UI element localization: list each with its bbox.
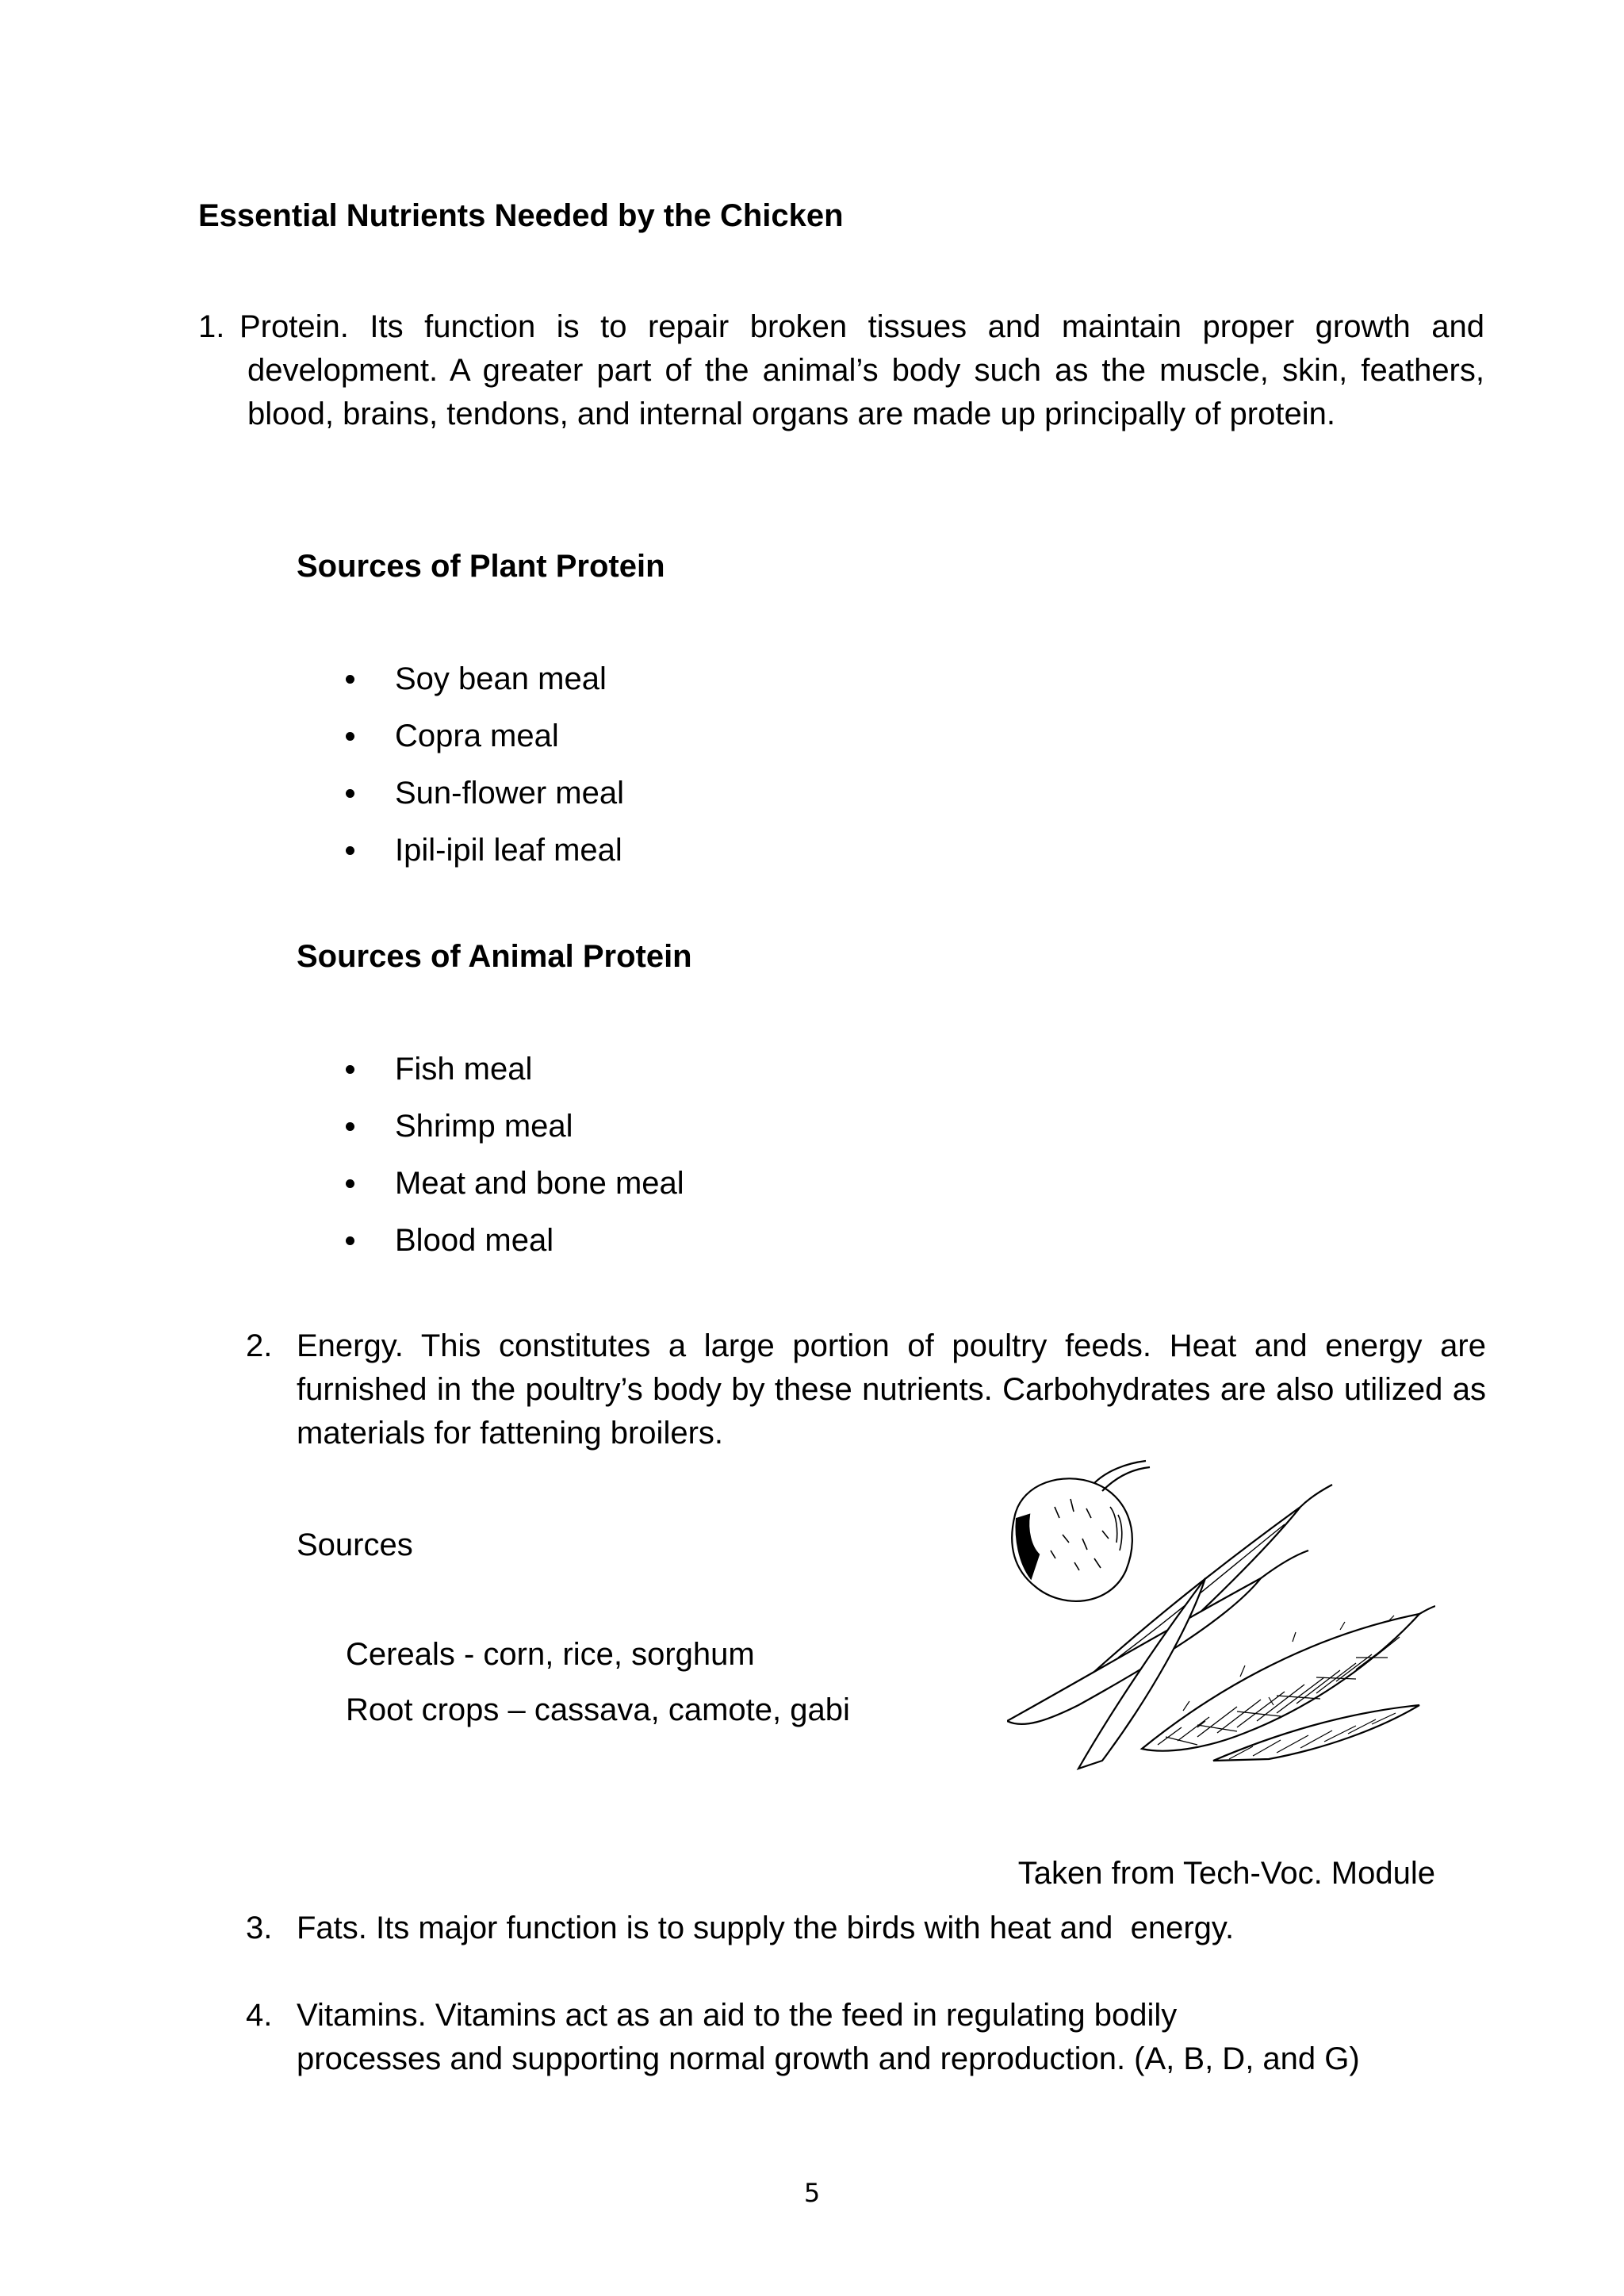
bullet-icon	[346, 846, 354, 855]
list-item: Copra meal	[297, 715, 624, 772]
page-number: 5	[803, 2178, 821, 2208]
bullet-icon	[346, 1179, 354, 1188]
bullet-icon	[346, 1236, 354, 1245]
list-item: Blood meal	[297, 1220, 684, 1277]
list-item: Fish meal	[297, 1048, 684, 1106]
figure-credit: Taken from Tech-Voc. Module	[1017, 1856, 1435, 1891]
list-item: Shrimp meal	[297, 1106, 684, 1163]
animal-protein-heading: Sources of Animal Protein	[297, 939, 692, 974]
list-item: Soy bean meal	[297, 658, 624, 715]
item-number: 3.	[246, 1911, 273, 1945]
protein-paragraph	[198, 305, 1484, 436]
vitamins-text-line1: Vitamins. Vitamins act as an aid to the feed in regulating bodily	[297, 1998, 1178, 2033]
root-crops-drawing	[1007, 1461, 1435, 1769]
plant-protein-list	[297, 658, 624, 887]
fats-paragraph	[246, 1907, 1435, 1949]
list-item: Meat and bone meal	[297, 1163, 684, 1220]
bullet-icon	[346, 1122, 354, 1131]
energy-text: Energy. This constitutes a large portion of poultry feeds. Heat and energy are furnished in the poultry’s body by these nutrients. Carbohydrates are also utilized as materials for fattening broilers.	[297, 1328, 1486, 1451]
animal-protein-list	[297, 1048, 684, 1277]
list-item: Ipil-ipil leaf meal	[297, 830, 624, 887]
fats-text: Fats. Its major function is to supply the birds with heat and energy.	[297, 1911, 1235, 1945]
energy-paragraph	[246, 1324, 1486, 1455]
plant-protein-heading: Sources of Plant Protein	[297, 549, 665, 584]
bullet-icon	[346, 1065, 354, 1074]
protein-text: Protein. Its function is to repair broken tissues and maintain proper growth and development. A greater part of the animal’s body such as the muscle, skin, feathers, blood, brains, tendons, and internal organs are made up principally of protein.	[239, 309, 1484, 431]
item-number: 2.	[246, 1328, 273, 1363]
vitamins-text-line2: processes and supporting normal growth and reproduction. (A, B, D, and G)	[297, 2041, 1360, 2076]
list-item: Sun-flower meal	[297, 772, 624, 830]
item-number: 1.	[198, 309, 225, 344]
cereals-line: Cereals - corn, rice, sorghum	[346, 1637, 755, 1672]
root-crops-line: Root crops – cassava, camote, gabi	[346, 1692, 850, 1727]
energy-sources-label: Sources	[297, 1527, 413, 1562]
vitamins-paragraph	[246, 1994, 1435, 2081]
bullet-icon	[346, 789, 354, 798]
item-number: 4.	[246, 1998, 273, 2033]
root-crops-illustration	[1007, 1459, 1435, 1777]
page-title: Essential Nutrients Needed by the Chicken	[198, 198, 844, 233]
bullet-icon	[346, 732, 354, 741]
bullet-icon	[346, 675, 354, 684]
